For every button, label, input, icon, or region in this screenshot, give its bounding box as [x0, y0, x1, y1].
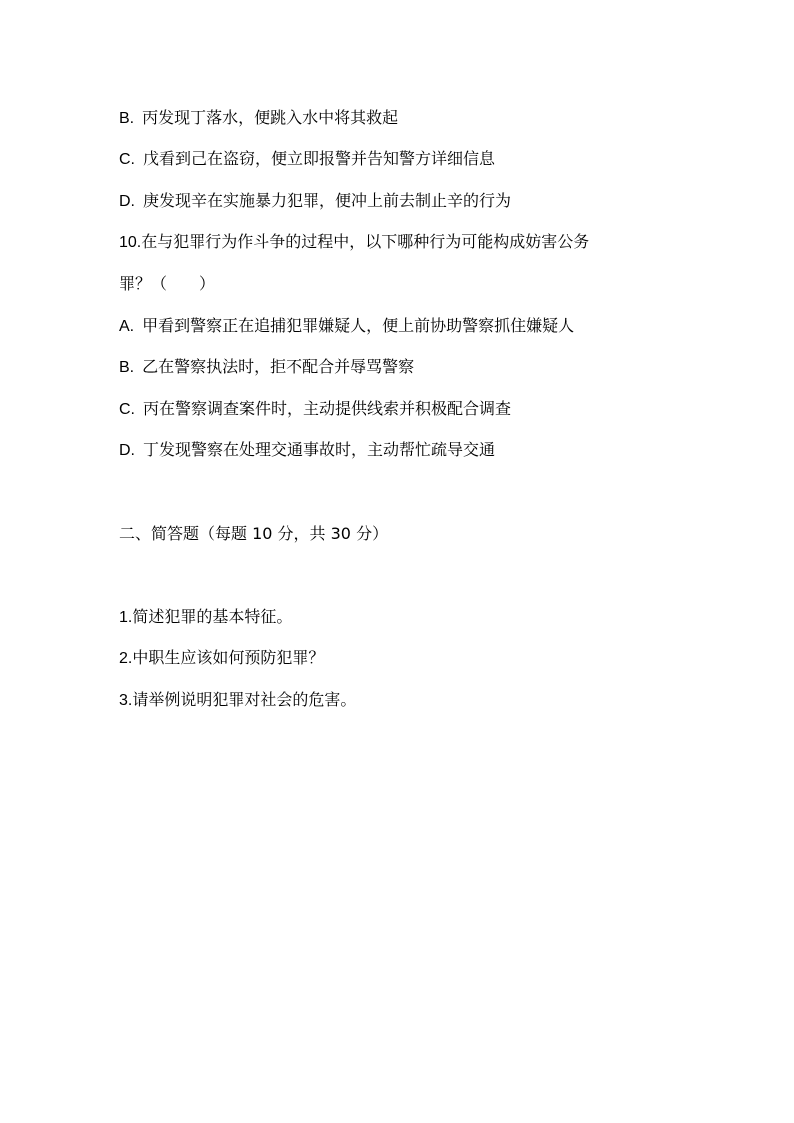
- question-number: 3.: [119, 692, 133, 709]
- q9-option-c: [119, 149, 495, 170]
- question-stem: 在与犯罪行为作斗争的过程中，以下哪种行为可能构成妨害公务: [141, 232, 590, 251]
- option-letter: B.: [119, 359, 135, 376]
- option-letter: C.: [119, 151, 135, 168]
- q10-option-c: [119, 399, 511, 420]
- section-heading: 二、简答题（每题 10 分，共 30 分）: [119, 524, 389, 543]
- q10-option-d: [119, 440, 495, 461]
- question-number: 2.: [119, 650, 133, 667]
- short-answer-question-3: [119, 690, 356, 711]
- question-stem-continued: 罪？（ ）: [119, 274, 216, 293]
- q10-option-a: [119, 316, 574, 337]
- q10-stem-line2: [119, 274, 215, 294]
- option-text: 丙发现丁落水，便跳入水中将其救起: [142, 108, 399, 127]
- option-letter: B.: [119, 110, 135, 127]
- q10-stem-line1: [119, 232, 589, 253]
- question-number: 10.: [119, 234, 142, 251]
- option-text: 丙在警察调查案件时，主动提供线索并积极配合调查: [143, 399, 512, 418]
- short-answer-question-1: [119, 607, 292, 628]
- option-text: 丁发现警察在处理交通事故时，主动帮忙疏导交通: [143, 440, 496, 459]
- option-text: 戊看到己在盗窃，便立即报警并告知警方详细信息: [143, 149, 496, 168]
- q9-option-b: [119, 108, 398, 129]
- option-letter: A.: [119, 318, 135, 335]
- q9-option-d: [119, 191, 511, 212]
- question-text: 简述犯罪的基本特征。: [132, 607, 293, 626]
- question-number: 1.: [119, 609, 133, 626]
- question-text: 中职生应该如何预防犯罪？: [132, 648, 325, 667]
- option-letter: C.: [119, 401, 135, 418]
- option-text: 甲看到警察正在追捕犯罪嫌疑人，便上前协助警察抓住嫌疑人: [142, 316, 575, 335]
- short-answer-question-2: [119, 648, 324, 669]
- option-text: 庚发现辛在实施暴力犯罪，便冲上前去制止辛的行为: [143, 191, 512, 210]
- option-letter: D.: [119, 442, 135, 459]
- option-text: 乙在警察执法时，拒不配合并辱骂警察: [142, 357, 415, 376]
- q10-option-b: [119, 357, 414, 378]
- option-letter: D.: [119, 193, 135, 210]
- question-text: 请举例说明犯罪对社会的危害。: [132, 690, 357, 709]
